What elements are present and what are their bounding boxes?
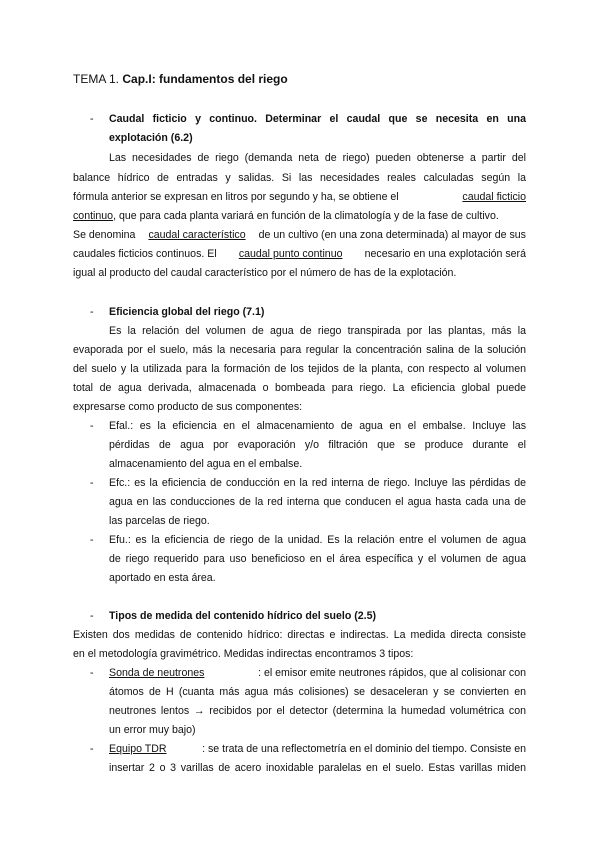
section1-line4 — [73, 209, 499, 223]
title-bold: Cap.I: fundamentos del riego — [122, 72, 288, 86]
title-prefix: TEMA 1. — [73, 72, 120, 86]
tdr-line1 — [109, 742, 526, 756]
neutrones-line3: neutrones lentos → recibidos por el detector (determina la humedad volumétrica con — [109, 705, 526, 717]
efu-line1: Efu.: es la eficiencia de riego de la unidad. Es la relación entre el volumen de agua — [109, 534, 526, 546]
section1-heading-line1: Caudal ficticio y continuo. Determinar el caudal que se necesita en una — [109, 113, 526, 125]
section2-line1: Es la relación del volumen de agua de riego transpirada por las plantas, más la — [109, 325, 526, 337]
section1-line4-text: , que para cada planta variará en función de la climatología y de la fase de cultivo. — [113, 210, 499, 222]
tdr-line2: insertar 2 o 3 varillas de acero inoxidable paralelas en el suelo. Estas varillas miden — [109, 762, 526, 774]
section1-line5 — [73, 228, 526, 242]
section1-line3-text: fórmula anterior se expresan en litros por segundo y ha, se obtiene el — [73, 191, 399, 203]
section2-line5: expresarse como producto de sus componentes: — [73, 401, 303, 413]
term-sonda-neutrones: Sonda de neutrones — [109, 667, 205, 679]
efal-line2: pérdidas de agua por evaporación y/o filtración que se produce durante el — [109, 439, 526, 451]
bullet-marker: - — [90, 743, 94, 755]
efc-line1: Efc.: es la eficiencia de conducción en la red interna de riego. Incluye las pérdidas de — [109, 477, 526, 489]
section3-line1: Existen dos medidas de contenido hídrico: directas e indirectas. La medida directa consiste — [73, 629, 526, 641]
section1-line6-b: necesario en una explotación será — [364, 248, 526, 260]
section3-heading: Tipos de medida del contenido hídrico del suelo (2.5) — [109, 610, 377, 622]
section1-line3 — [73, 190, 526, 204]
neutrones-line1 — [109, 666, 526, 680]
bullet-marker: - — [90, 534, 94, 546]
efu-line3: aportado en esta área. — [109, 572, 216, 584]
bullet-marker: - — [90, 306, 94, 318]
section3-line2: en el metodología gravimétrico. Medidas indirectas encontramos 3 tipos: — [73, 648, 414, 660]
bullet-marker: - — [90, 477, 94, 489]
efal-line1: Efal.: es la eficiencia en el almacenamiento de agua en el embalse. Incluye las — [109, 420, 526, 432]
efc-line2: agua en las conducciones de la red interna que conducen el agua hasta cada una de — [109, 496, 526, 508]
term-equipo-tdr: Equipo TDR — [109, 743, 167, 755]
section1-line7: igual al producto del caudal característico por el número de has de la explotación. — [73, 267, 457, 279]
section2-line4: total de agua derivada, almacenada o bombeada para riego. La eficiencia global puede — [73, 382, 526, 394]
section2-heading: Eficiencia global del riego (7.1) — [109, 306, 265, 318]
section1-heading-line2: explotación (6.2) — [109, 132, 193, 144]
section2-line3: del suelo y la utilizada para la formación de los tejidos de la planta, con respecto al volumen — [73, 363, 526, 375]
term-continuo: continuo — [73, 210, 114, 222]
section1-line6-a: caudales ficticios continuos. El — [73, 248, 217, 260]
bullet-marker: - — [90, 113, 94, 125]
section2-line2: evaporada por el suelo, más la necesaria para regular la concentración salina de la solución — [73, 344, 526, 356]
efu-line2: de riego requerido para uso beneficioso en el área específica y el volumen de agua — [109, 553, 526, 565]
section1-line5-a: Se denomina — [73, 229, 136, 241]
efal-line3: almacenamiento del agua en el embalse. — [109, 458, 303, 470]
neutrones-line2: átomos de H (cuanta más agua más colisiones) se desaceleran y se convierten en — [109, 686, 526, 698]
term-caudal-punto-continuo: caudal punto continuo — [238, 248, 343, 260]
bullet-marker: - — [90, 610, 94, 622]
section1-line1: Las necesidades de riego (demanda neta de riego) pueden obtenerse a partir del — [109, 152, 526, 164]
bullet-marker: - — [90, 420, 94, 432]
neutrones-line4: un error muy bajo) — [109, 724, 196, 736]
section1-line6 — [73, 247, 526, 261]
bullet-marker: - — [90, 667, 94, 679]
neutrones-line1-text: : el emisor emite neutrones rápidos, que al colisionar con — [258, 667, 526, 679]
term-caudal-ficticio: caudal ficticio — [462, 191, 526, 203]
section1-line5-b: de un cultivo (en una zona determinada) al mayor de sus — [258, 229, 526, 241]
term-caudal-caracteristico: caudal característico — [148, 229, 246, 241]
section1-line2: balance hídrico de entradas y salidas. Si las necesidades reales calculadas según la — [73, 172, 526, 184]
efc-line3: las parcelas de riego. — [109, 515, 210, 527]
page-title — [73, 72, 288, 86]
tdr-line1-text: : se trata de una reflectometría en el dominio del tiempo. Consiste en — [202, 743, 526, 755]
